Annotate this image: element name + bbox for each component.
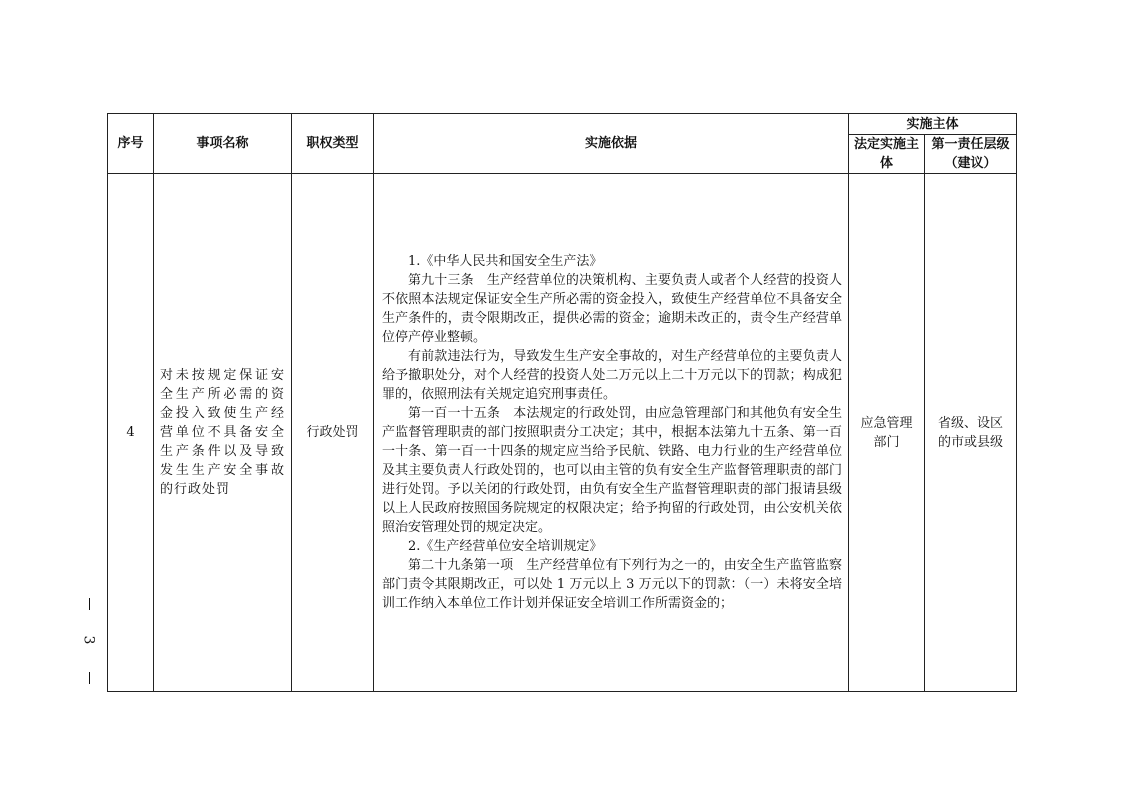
- row-legal-subject: 应急管理部门: [849, 174, 925, 692]
- row-responsibility-level: 省级、设区的市或县级: [925, 174, 1017, 692]
- header-responsibility-level: 第一责任层级（建议）: [925, 135, 1017, 174]
- basis-paragraph: 1.《中华人民共和国安全生产法》: [408, 254, 603, 269]
- header-subject: 实施主体: [849, 114, 1017, 135]
- header-basis: 实施依据: [374, 114, 849, 174]
- row-seq: 4: [108, 174, 154, 692]
- basis-paragraph: 2.《生产经营单位安全培训规定》: [408, 539, 603, 554]
- row-item-name: 对未按规定保证安全生产所必需的资金投入致使生产经营单位不具备安全生产条件以及导致发生生产安全事故的行政处罚: [154, 174, 292, 692]
- row-basis: [374, 174, 849, 692]
- row-power-type: 行政处罚: [292, 174, 374, 692]
- table-row: [108, 174, 1017, 692]
- header-power-type: 职权类型: [292, 114, 374, 174]
- header-legal-subject: 法定实施主体: [849, 135, 925, 174]
- page-dash-top: [89, 598, 90, 610]
- page-number: [82, 596, 98, 686]
- header-seq: 序号: [108, 114, 154, 174]
- header-item-name: 事项名称: [154, 114, 292, 174]
- page-dash-bottom: [89, 672, 90, 684]
- basis-paragraph: 第二十九条第一项 生产经营单位有下列行为之一的，由安全生产监管监察部门责令其限期改正，可以处 1 万元以上 3 万元以下的罚款：（一）未将安全培训工作纳入本单位工作计划并保证安全培训工作所需资金的；: [382, 558, 842, 611]
- basis-paragraph: 有前款违法行为，导致发生生产安全事故的，对生产经营单位的主要负责人给予撤职处分，对个人经营的投资人处二万元以上二十万元以下的罚款；构成犯罪的，依照刑法有关规定追究刑事责任。: [382, 349, 842, 402]
- page-number-text: 3: [80, 635, 97, 645]
- basis-paragraph: 第一百一十五条 本法规定的行政处罚，由应急管理部门和其他负有安全生产监督管理职责的部门按照职责分工决定；其中，根据本法第九十五条、第一百一十条、第一百一十四条的规定应当给予民航、铁路、电力行业的生产经营单位及其主要负责人行政处罚的，也可以由主管的负有安全生产监督管理职责的部门进行处罚。予以关闭的行政处罚，由负有安全生产监督管理职责的部门报请县级以上人民政府按照国务院规定的权限决定；给予拘留的行政处罚，由公安机关依照治安管理处罚的规定决定。: [382, 406, 842, 535]
- enforcement-table: [107, 113, 1017, 692]
- basis-paragraph: 第九十三条 生产经营单位的决策机构、主要负责人或者个人经营的投资人不依照本法规定保证安全生产所必需的资金投入，致使生产经营单位不具备安全生产条件的，责令限期改正，提供必需的资金；逾期未改正的，责令生产经营单位停产停业整顿。: [382, 273, 842, 345]
